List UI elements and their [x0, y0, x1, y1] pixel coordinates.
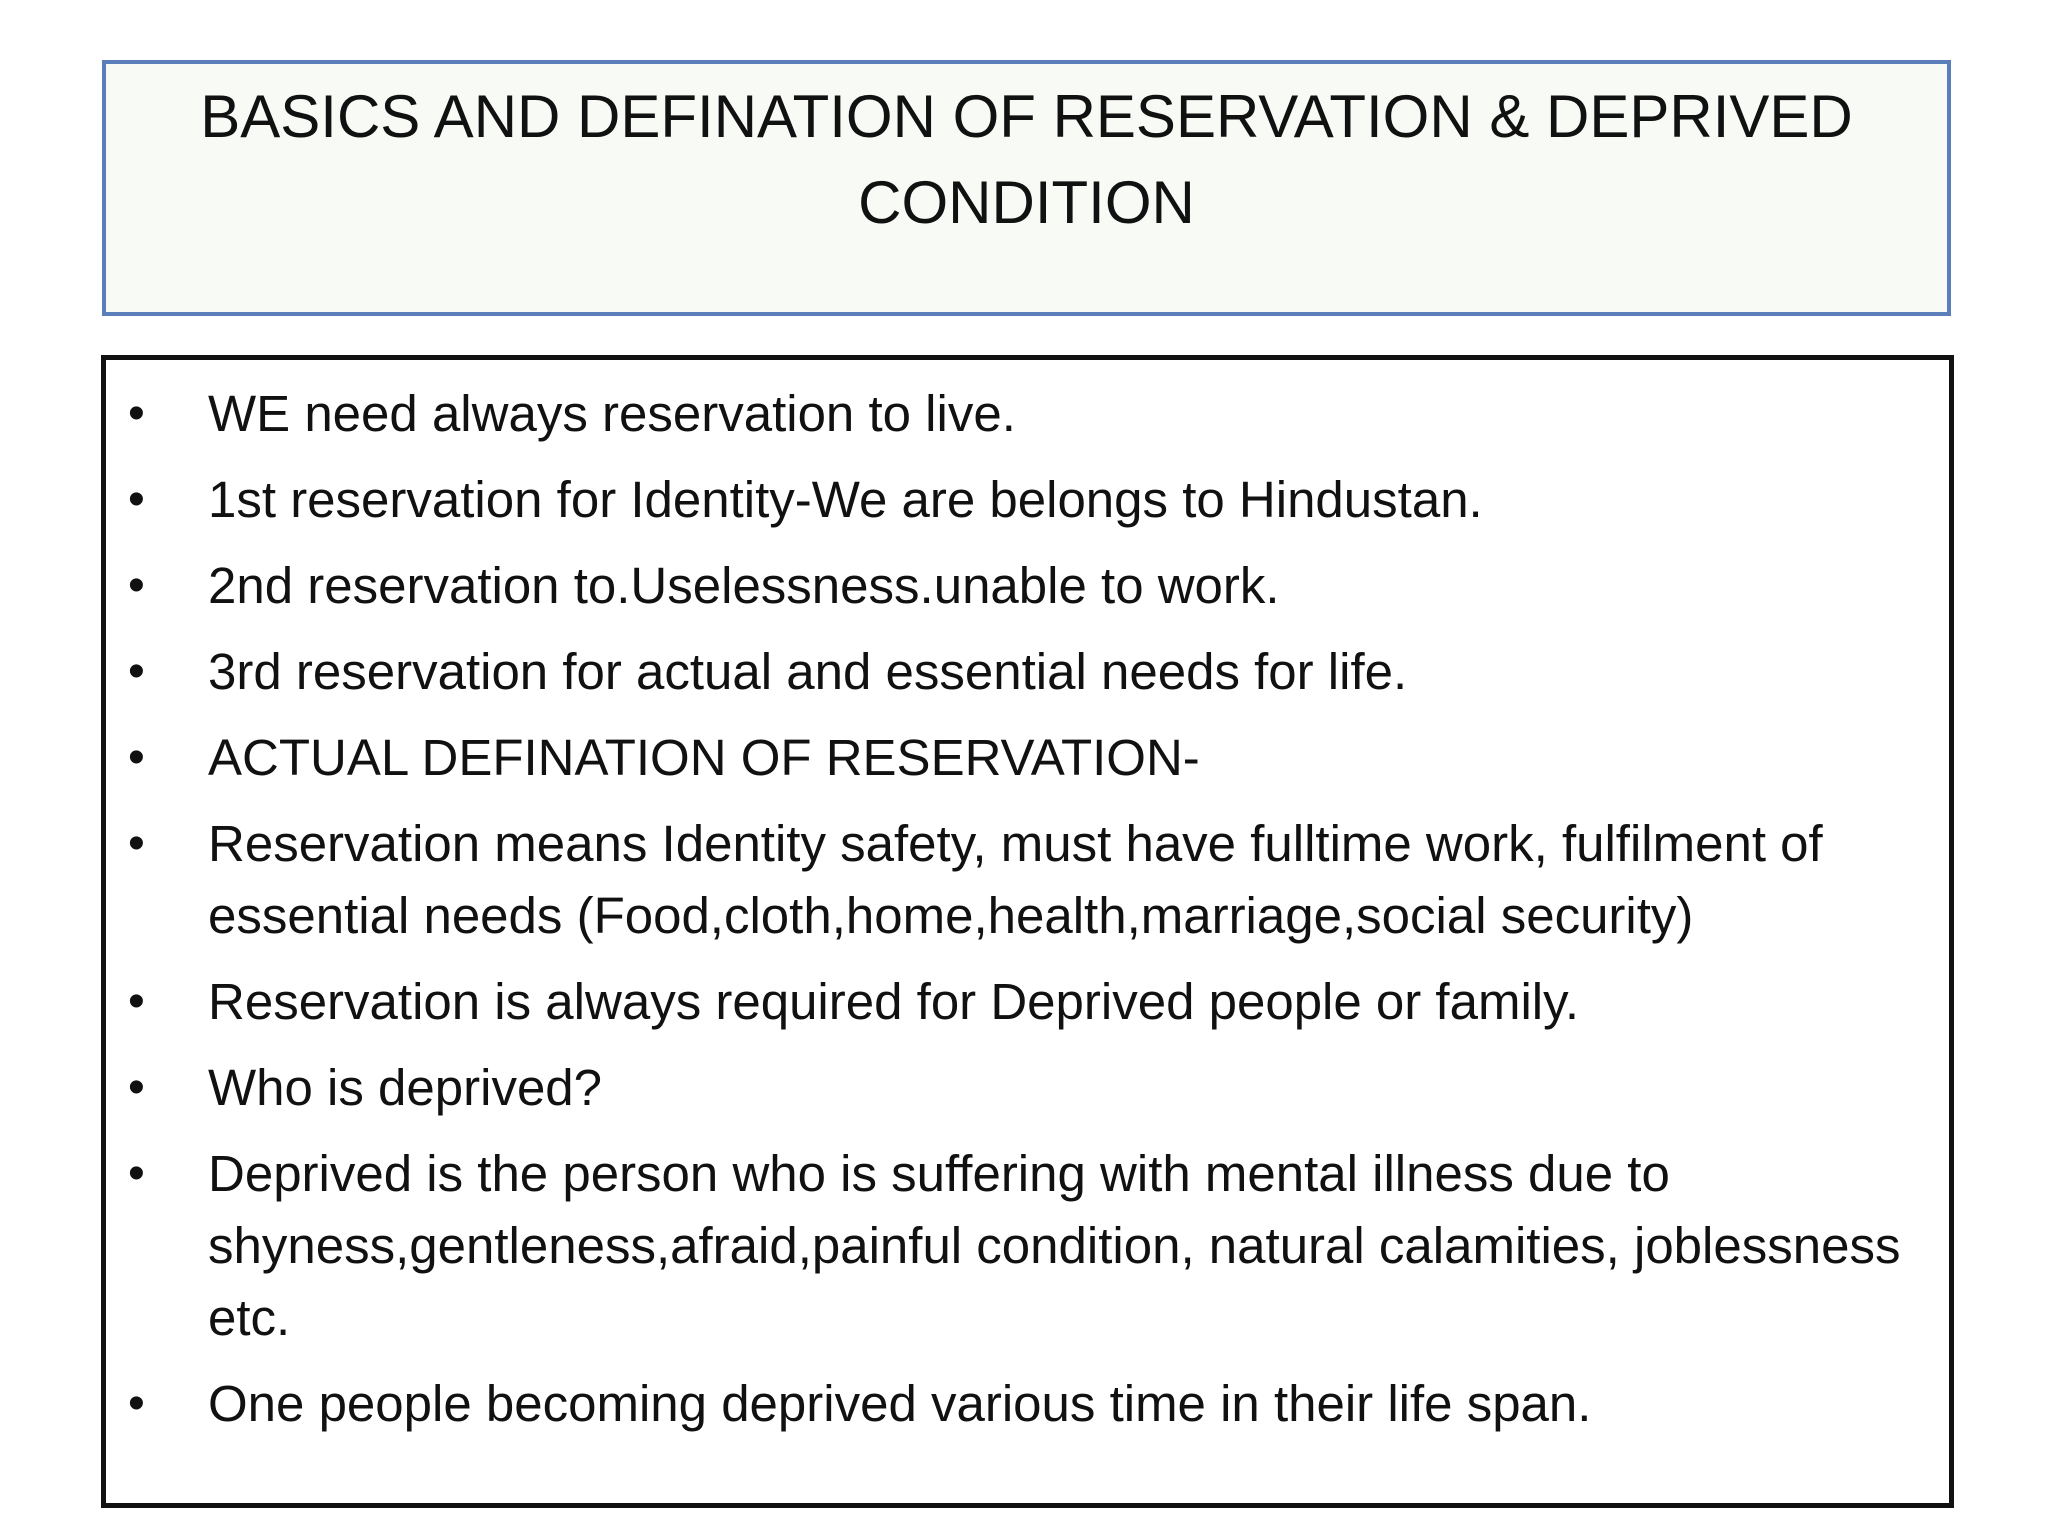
bullet-text: 2nd reservation to.Uselessness.unable to work. — [208, 557, 1280, 614]
bullet-text: One people becoming deprived various time in their life span. — [208, 1375, 1592, 1432]
bullet-text: 1st reservation for Identity-We are belongs to Hindustan. — [208, 471, 1483, 528]
bullet-text: Reservation is always required for Deprived people or family. — [208, 973, 1579, 1030]
bullet-text: Deprived is the person who is suffering with mental illness due to shyness,gentleness,afraid,painful condition, natural calamities, joblessness etc. — [208, 1145, 1901, 1346]
bullet-item — [106, 378, 1929, 450]
bullet-item — [106, 722, 1929, 794]
bullet-icon: • — [128, 559, 145, 612]
bullet-item — [106, 808, 1929, 952]
bullet-icon: • — [128, 975, 145, 1028]
bullet-icon: • — [128, 387, 145, 440]
bullet-icon: • — [128, 1377, 145, 1430]
bullet-text: ACTUAL DEFINATION OF RESERVATION- — [208, 729, 1200, 786]
bullet-item — [106, 966, 1929, 1038]
bullet-item — [106, 464, 1929, 536]
bullet-list — [106, 360, 1949, 1440]
bullet-text: 3rd reservation for actual and essential needs for life. — [208, 643, 1408, 700]
bullet-item — [106, 1052, 1929, 1124]
bullet-item — [106, 550, 1929, 622]
bullet-icon: • — [128, 1147, 145, 1200]
bullet-item — [106, 636, 1929, 708]
bullet-item — [106, 1138, 1929, 1354]
bullet-icon: • — [128, 731, 145, 784]
bullet-text: Who is deprived? — [208, 1059, 603, 1116]
bullet-text: Reservation means Identity safety, must have fulltime work, fulfilment of essential needs (Food,cloth,home,health,marriage,social security) — [208, 815, 1823, 944]
bullet-text: WE need always reservation to live. — [208, 385, 1016, 442]
title-line-1: BASICS AND DEFINATION OF RESERVATION & DEPRIVED — [200, 83, 1853, 150]
bullet-item — [106, 1368, 1929, 1440]
bullet-icon: • — [128, 817, 145, 870]
title-box — [102, 60, 1951, 316]
bullet-icon: • — [128, 645, 145, 698]
bullet-icon: • — [128, 1061, 145, 1114]
title-line-2: CONDITION — [858, 169, 1195, 236]
slide-title — [106, 64, 1947, 246]
content-box — [101, 355, 1954, 1508]
bullet-icon: • — [128, 473, 145, 526]
